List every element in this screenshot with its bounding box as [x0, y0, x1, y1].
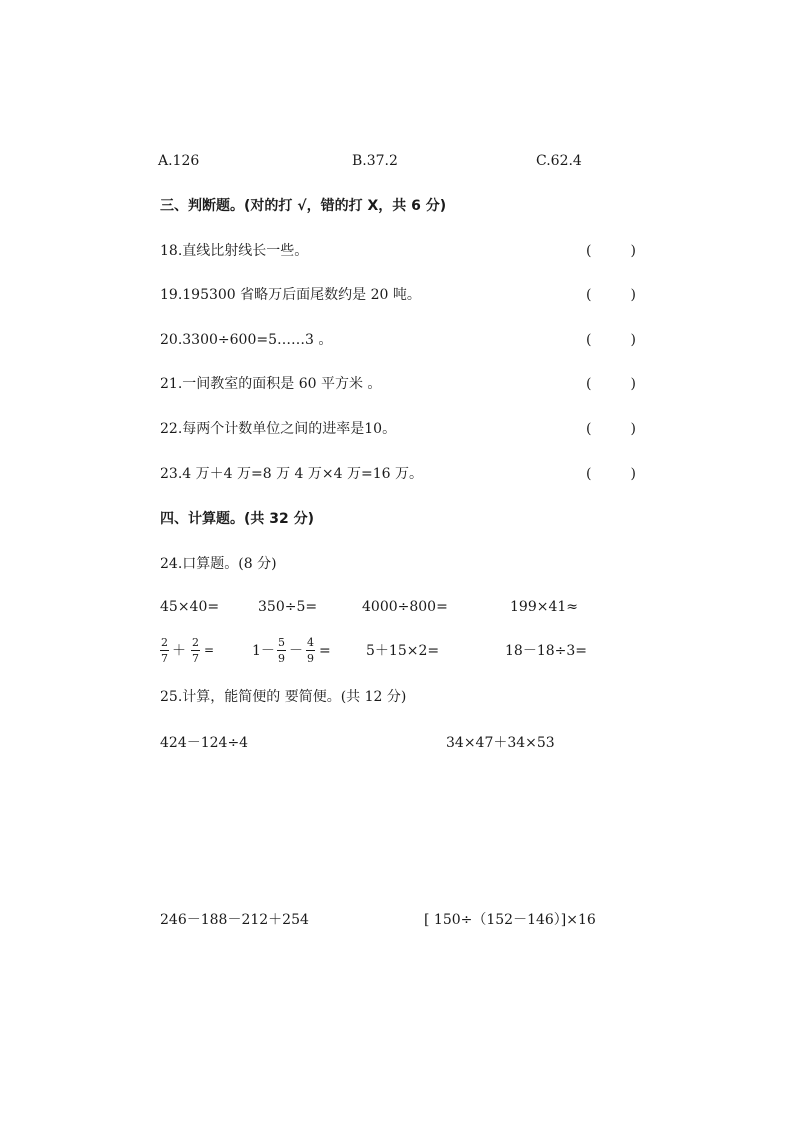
mental-calc-1: 45×40= [160, 599, 220, 615]
judge-item-22: 22.每两个计数单位之间的进率是10。 [160, 421, 397, 437]
section3-title: 三、判断题。(对的打 √，错的打 X，共 6 分) [160, 198, 447, 214]
calc-expression-3: 246－188－212＋254 [160, 912, 309, 928]
mental-calc-7: 5＋15×2= [366, 643, 440, 659]
option-b: B.37.2 [352, 153, 398, 169]
mental-calc-8: 18－18÷3= [505, 643, 587, 659]
judge-item-20: 20.3300÷600=5……3 。 [160, 332, 333, 348]
option-a: A.126 [158, 153, 200, 169]
fraction: 2 7 [192, 636, 199, 665]
judge-item-23: 23.4 万＋4 万=8 万 4 万×4 万=16 万。 [160, 466, 423, 482]
fraction: 2 7 [161, 636, 168, 665]
mental-calc-2: 350÷5= [258, 599, 318, 615]
mental-calc-4: 199×41≈ [510, 599, 578, 615]
q25-title: 25.计算，能简便的 要简便。(共 12 分) [160, 689, 407, 705]
calc-expression-2: 34×47＋34×53 [446, 735, 555, 751]
mental-calc-3: 4000÷800= [362, 599, 448, 615]
calc-expression-1: 424－124÷4 [160, 735, 249, 751]
q24-title: 24.口算题。(8 分) [160, 556, 277, 572]
section4-title: 四、计算题。(共 32 分) [160, 511, 315, 527]
judge-item-19: 19.195300 省略万后面尾数约是 20 吨。 [160, 287, 421, 303]
option-c: C.62.4 [536, 153, 582, 169]
fraction: 5 9 [278, 636, 285, 665]
fraction: 4 9 [307, 636, 314, 665]
judge-item-18: 18.直线比射线长一些。 [160, 243, 309, 259]
judge-item-21: 21.一间教室的面积是 60 平方米 。 [160, 376, 382, 392]
calc-expression-4: [ 150÷（152－146）]×16 [424, 912, 596, 928]
